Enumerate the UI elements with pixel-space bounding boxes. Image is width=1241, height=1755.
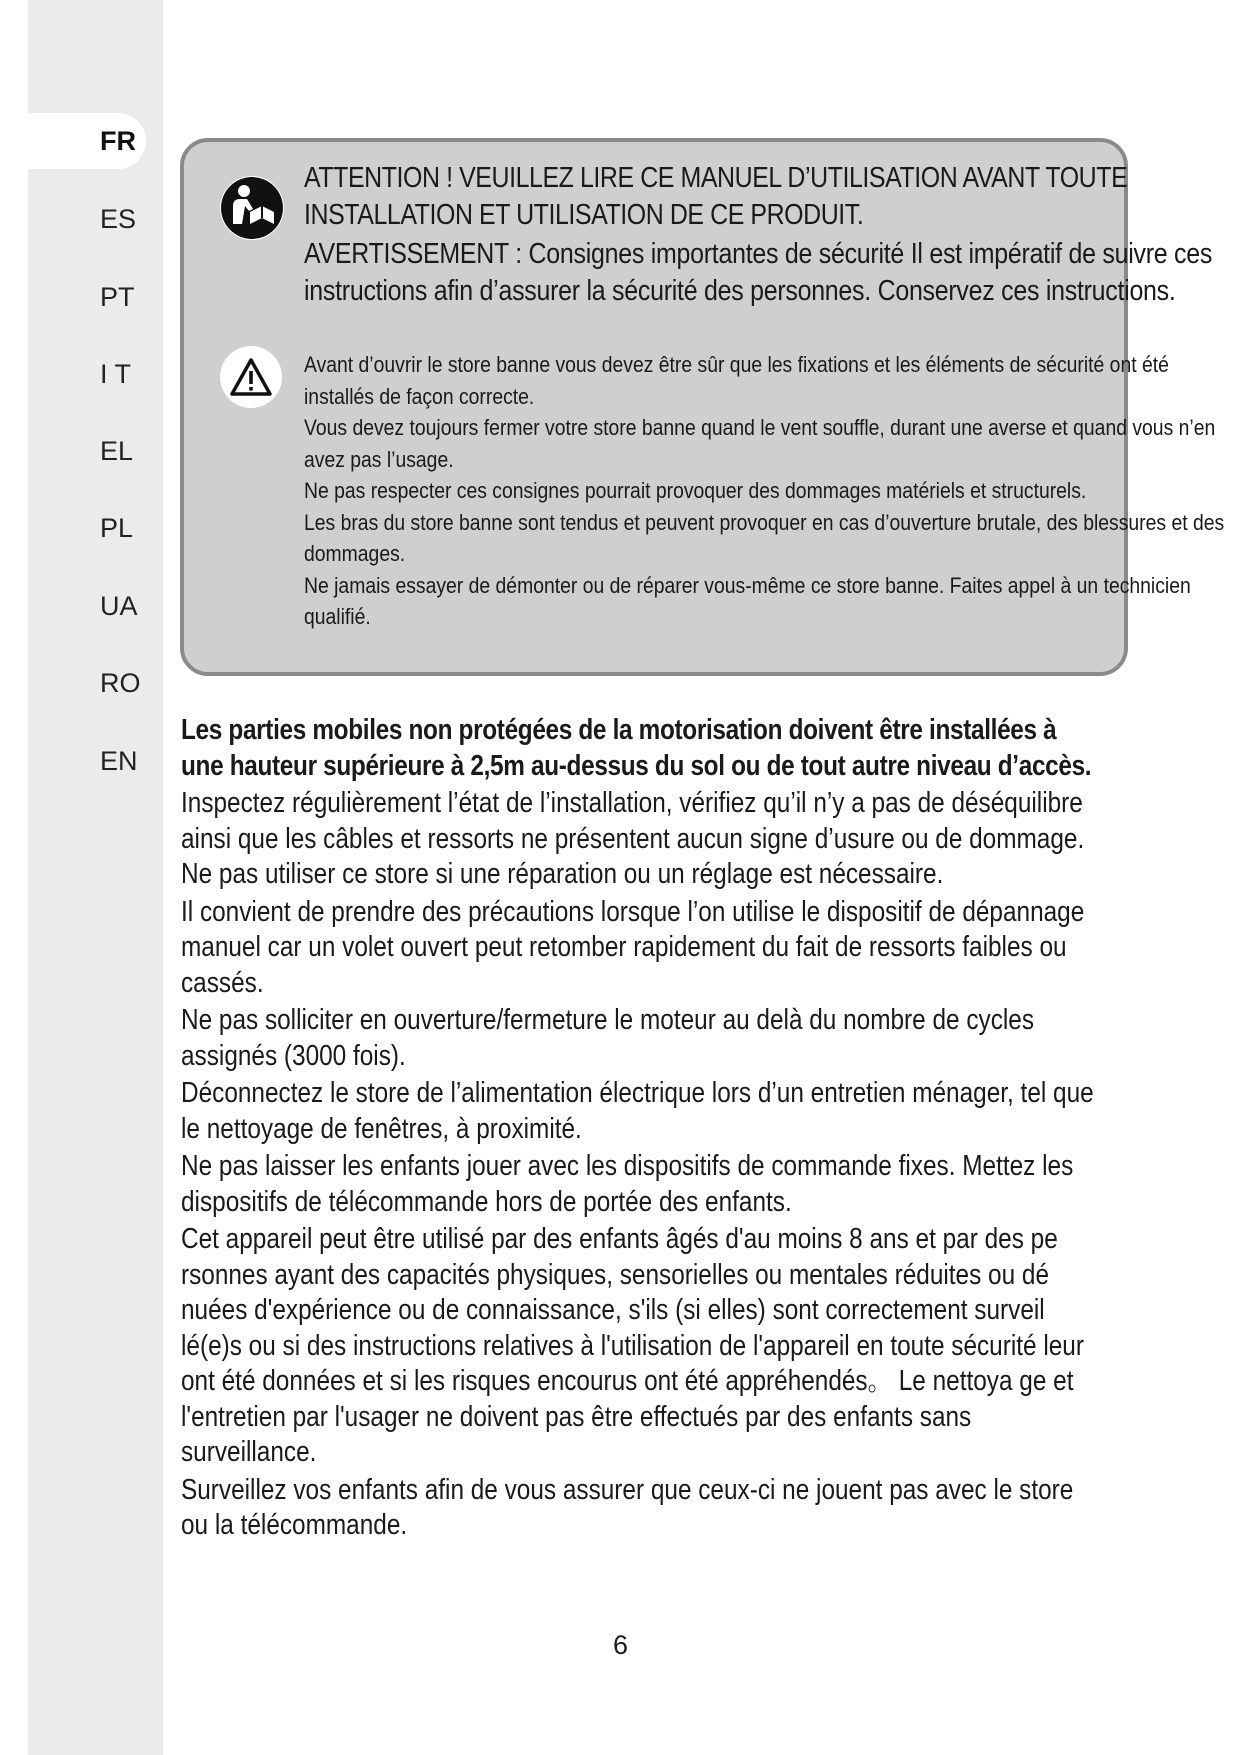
- body-paragraph: Déconnectez le store de l’alimentation électrique lors d’un entretien ménager, tel que le nettoyage de fenêtres, à proximité.: [181, 1077, 1094, 1145]
- lang-tab-pt[interactable]: PT: [100, 281, 135, 312]
- warning-item: Vous devez toujours fermer votre store banne quand le vent souffle, durant une averse et quand vous n’en avez pas l’usage.: [304, 415, 1216, 472]
- body-paragraph: Ne pas laisser les enfants jouer avec les dispositifs de commande fixes. Mettez les dispositifs de télécommande hors de portée des enfants.: [181, 1150, 1074, 1218]
- language-sidebar: [28, 0, 163, 1755]
- warning-important: AVERTISSEMENT : Consignes importantes de sécurité Il est impératif de suivre ces instructions afin d’assurer la sécurité des personnes. Conservez ces instructions.: [304, 238, 1213, 307]
- warning-item: Ne pas respecter ces consignes pourrait provoquer des dommages matériels et structurels.: [304, 478, 1087, 503]
- page-number: 6: [612, 1630, 629, 1660]
- lang-tab-fr[interactable]: FR: [28, 113, 146, 169]
- body-paragraph: Inspectez régulièrement l’état de l’installation, vérifiez qu’il n’y a pas de déséquilibre ainsi que les câbles et ressorts ne présentent aucun signe d’usure ou de dommage. Ne pas utiliser ce store si une réparation ou un réglage est nécessaire.: [181, 787, 1085, 890]
- motorization-height-note: Les parties mobiles non protégées de la motorisation doivent être installées à une hauteur supérieure à 2,5m au-dessus du sol ou de tout autre niveau d’accès.: [181, 714, 1092, 782]
- body-paragraph: Surveillez vos enfants afin de vous assurer que ceux-ci ne jouent pas avec le store ou la télécommande.: [181, 1473, 1074, 1541]
- body-paragraph: Cet appareil peut être utilisé par des enfants âgés d'au moins 8 ans et par des pe rsonnes ayant des capacités physiques, sensorielles ou mentales réduites ou dé nuées d'expérience ou de connaissance, s'ils (si elles) sont correctement surveil lé(e)s ou si des instructions relatives à l'utilisation de l'appareil en toute sécurité leur ont été données et si les risques encourus ont été appréhendés。 Le nettoya ge et l'entretien par l'usager ne doivent pas être effectués par des enfants sans surveillance.: [181, 1223, 1084, 1468]
- warning-title: ATTENTION ! VEUILLEZ LIRE CE MANUEL D’UTILISATION AVANT TOUTE INSTALLATION ET UTILISATION DE CE PRODUIT.: [304, 162, 1128, 231]
- warning-triangle-icon: [220, 346, 282, 408]
- lang-tab-pl[interactable]: PL: [100, 512, 134, 543]
- lang-tab-it[interactable]: I T: [100, 358, 132, 389]
- safety-instructions-body: [181, 713, 1097, 1546]
- lang-tab-es[interactable]: ES: [100, 203, 137, 234]
- warning-item: Ne jamais essayer de démonter ou de réparer vous-même ce store banne. Faites appel à un technicien qualifié.: [304, 572, 1191, 629]
- safety-warning-box: [180, 138, 1225, 676]
- lang-tab-el[interactable]: EL: [100, 435, 134, 466]
- lang-tab-ro[interactable]: RO: [100, 667, 141, 698]
- lang-tab-ua[interactable]: UA: [100, 590, 138, 621]
- manual-reading-icon: [220, 176, 284, 240]
- body-paragraph: Ne pas solliciter en ouverture/fermeture le moteur au delà du nombre de cycles assignés (3000 fois).: [181, 1004, 1035, 1072]
- warning-items: [304, 349, 1241, 633]
- warning-item: Les bras du store banne sont tendus et peuvent provoquer en cas d’ouverture brutale, des blessures et des dommages.: [304, 509, 1225, 566]
- warning-item: Avant d’ouvrir le store banne vous devez être sûr que les fixations et les éléments de sécurité ont été installés de façon correcte.: [304, 352, 1169, 409]
- body-paragraph: Il convient de prendre des précautions lorsque l’on utilise le dispositif de dépannage manuel car un volet ouvert peut retomber rapidement du fait de ressorts faibles ou cassés.: [181, 895, 1085, 999]
- lang-tab-en[interactable]: EN: [100, 745, 138, 776]
